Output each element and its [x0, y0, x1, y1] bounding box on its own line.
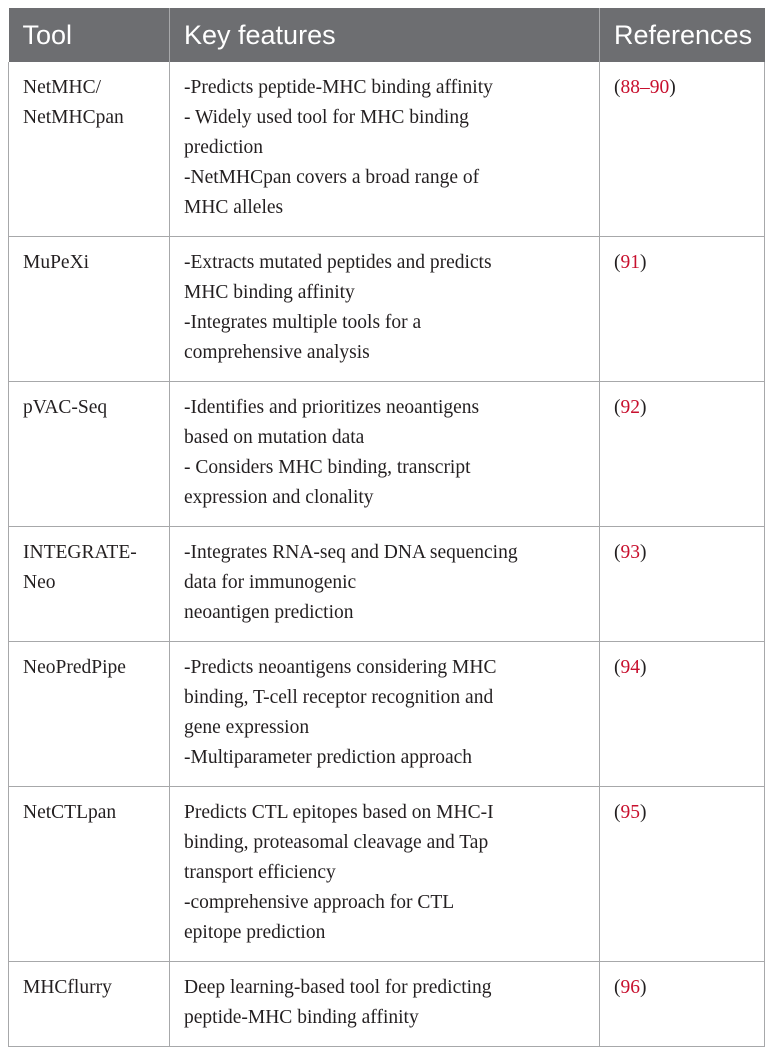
tool-name-cell — [9, 237, 170, 382]
reference-cell: (95) — [600, 787, 765, 962]
feature-line: data for immunogenic — [184, 572, 357, 593]
tool-name-cell — [9, 62, 170, 237]
feature-line: -Integrates multiple tools for a — [184, 312, 422, 333]
tool-name-cell — [9, 787, 170, 962]
key-features-cell — [170, 527, 600, 642]
tool-name: Neo — [23, 572, 56, 593]
feature-line: -Integrates RNA-seq and DNA sequencing — [184, 542, 518, 563]
tools-table — [8, 8, 765, 1047]
table-row — [9, 962, 765, 1047]
tool-name: NetCTLpan — [23, 802, 117, 823]
tool-name: NetMHCpan — [23, 107, 124, 128]
tool-name-cell — [9, 642, 170, 787]
feature-line: Predicts CTL epitopes based on MHC-I — [184, 802, 494, 823]
feature-line: -Identifies and prioritizes neoantigens — [184, 397, 480, 418]
key-features-cell — [170, 237, 600, 382]
reference-link[interactable]: 88–90 — [620, 77, 670, 98]
header-key-features: Key features — [170, 8, 600, 62]
table-row — [9, 62, 765, 237]
tool-name: MHCflurry — [23, 977, 112, 998]
reference-link[interactable]: 92 — [620, 397, 640, 418]
tool-name-cell — [9, 382, 170, 527]
key-features-cell — [170, 62, 600, 237]
tool-name: INTEGRATE- — [23, 542, 137, 563]
feature-line: expression and clonality — [184, 487, 374, 508]
feature-line: -comprehensive approach for CTL — [184, 892, 455, 913]
header-tool: Tool — [9, 8, 170, 62]
key-features-cell — [170, 642, 600, 787]
feature-line: prediction — [184, 137, 264, 158]
reference-link[interactable]: 94 — [620, 657, 640, 678]
feature-line: -Multiparameter prediction approach — [184, 747, 473, 768]
reference-link[interactable]: 95 — [620, 802, 640, 823]
table-row — [9, 787, 765, 962]
tool-name: pVAC-Seq — [23, 397, 108, 418]
reference-cell: (88–90) — [600, 62, 765, 237]
feature-line: based on mutation data — [184, 427, 365, 448]
reference-cell: (92) — [600, 382, 765, 527]
table-header-row — [9, 8, 765, 62]
feature-line: MHC alleles — [184, 197, 284, 218]
feature-line: epitope prediction — [184, 922, 326, 943]
table-row — [9, 382, 765, 527]
feature-line: neoantigen prediction — [184, 602, 354, 623]
tool-name: NeoPredPipe — [23, 657, 126, 678]
feature-line: -Extracts mutated peptides and predicts — [184, 252, 492, 273]
feature-line: comprehensive analysis — [184, 342, 370, 363]
tool-name: NetMHC/ — [23, 77, 101, 98]
feature-line: binding, proteasomal cleavage and Tap — [184, 832, 489, 853]
tool-name-cell — [9, 962, 170, 1047]
table-row — [9, 237, 765, 382]
header-references: References — [600, 8, 765, 62]
table-row — [9, 642, 765, 787]
feature-line: -Predicts neoantigens considering MHC — [184, 657, 497, 678]
table-row — [9, 527, 765, 642]
feature-line: gene expression — [184, 717, 310, 738]
feature-line: binding, T-cell receptor recognition and — [184, 687, 494, 708]
key-features-cell — [170, 962, 600, 1047]
feature-line: -Predicts peptide-MHC binding affinity — [184, 77, 493, 98]
reference-cell: (96) — [600, 962, 765, 1047]
feature-line: -NetMHCpan covers a broad range of — [184, 167, 480, 188]
reference-link[interactable]: 96 — [620, 977, 640, 998]
reference-cell: (93) — [600, 527, 765, 642]
tool-name-cell — [9, 527, 170, 642]
reference-link[interactable]: 91 — [620, 252, 640, 273]
feature-line: - Widely used tool for MHC binding — [184, 107, 469, 128]
feature-line: Deep learning-based tool for predicting — [184, 977, 492, 998]
reference-cell: (91) — [600, 237, 765, 382]
key-features-cell — [170, 382, 600, 527]
table-body — [9, 62, 765, 1047]
feature-line: MHC binding affinity — [184, 282, 355, 303]
feature-line: - Considers MHC binding, transcript — [184, 457, 471, 478]
feature-line: transport efficiency — [184, 862, 336, 883]
reference-cell: (94) — [600, 642, 765, 787]
reference-link[interactable]: 93 — [620, 542, 640, 563]
key-features-cell — [170, 787, 600, 962]
tool-name: MuPeXi — [23, 252, 90, 273]
feature-line: peptide-MHC binding affinity — [184, 1007, 419, 1028]
